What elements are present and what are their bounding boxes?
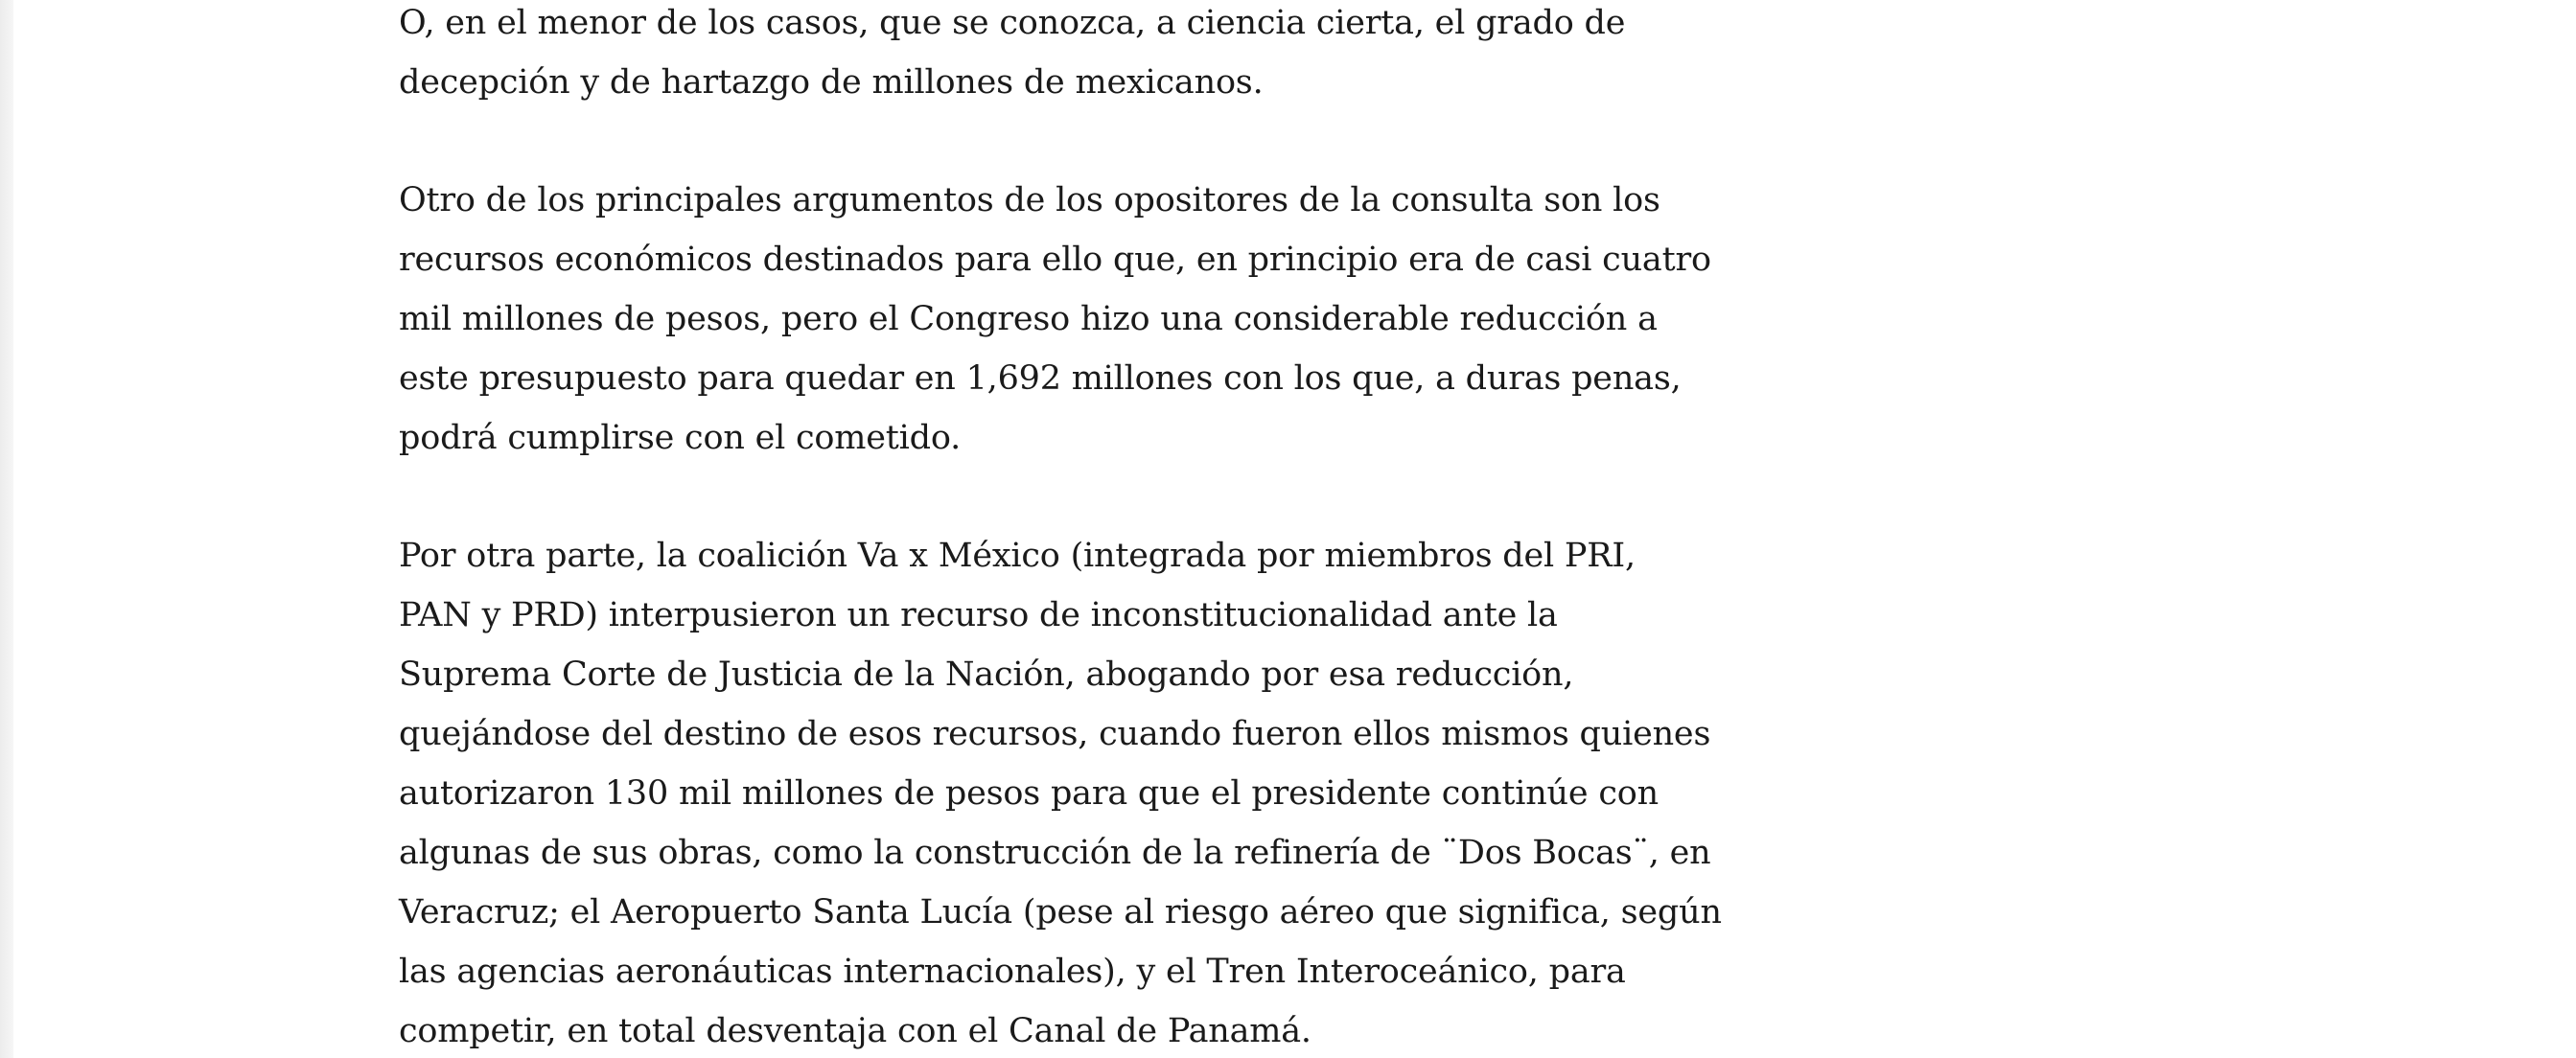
paragraph-line: PAN y PRD) interpusieron un recurso de inconstitucionalidad ante la <box>399 596 1558 634</box>
paragraph-line: decepción y de hartazgo de millones de mexicanos. <box>399 63 1264 102</box>
paragraph-decepcion <box>399 0 1626 112</box>
left-gutter <box>0 0 13 1058</box>
paragraph-line: Suprema Corte de Justicia de la Nación, abogando por esa reducción, <box>399 656 1574 694</box>
paragraph-line: competir, en total desventaja con el Canal de Panamá. <box>399 1012 1311 1050</box>
paragraph-line: O, en el menor de los casos, que se conozca, a ciencia cierta, el grado de <box>399 4 1626 42</box>
paragraph-recursos <box>399 171 1711 468</box>
article-body <box>399 0 1722 1058</box>
paragraph-line: podrá cumplirse con el cometido. <box>399 419 962 457</box>
paragraph-line: autorizaron 130 mil millones de pesos para que el presidente continúe con <box>399 774 1659 813</box>
paragraph-line: quejándose del destino de esos recursos, cuando fueron ellos mismos quienes <box>399 715 1711 753</box>
paragraph-line: las agencias aeronáuticas internacionales), y el Tren Interoceánico, para <box>399 953 1626 991</box>
paragraph-coalicion <box>399 526 1722 1058</box>
paragraph-line: recursos económicos destinados para ello que, en principio era de casi cuatro <box>399 241 1711 279</box>
paragraph-line: Veracruz; el Aeropuerto Santa Lucía (pese al riesgo aéreo que significa, según <box>399 893 1722 932</box>
paragraph-line: Por otra parte, la coalición Va x México (integrada por miembros del PRI, <box>399 537 1636 575</box>
paragraph-line: mil millones de pesos, pero el Congreso hizo una considerable reducción a <box>399 300 1658 338</box>
paragraph-line: este presupuesto para quedar en 1,692 millones con los que, a duras penas, <box>399 359 1682 398</box>
paragraph-line: Otro de los principales argumentos de los opositores de la consulta son los <box>399 181 1660 219</box>
paragraph-line: algunas de sus obras, como la construcción de la refinería de ¨Dos Bocas¨, en <box>399 834 1711 872</box>
